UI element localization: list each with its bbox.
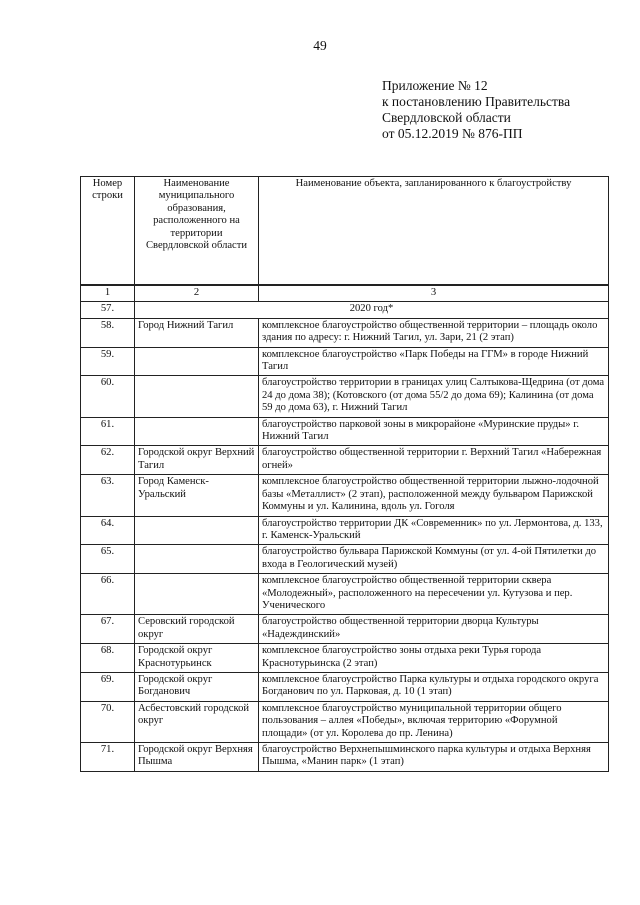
column-number: 2: [135, 285, 259, 302]
column-numbers-row: [81, 285, 609, 302]
municipality-cell: Городской округ Верхняя Пышма: [135, 743, 259, 772]
row-number: 64.: [81, 516, 135, 545]
header-row-number: Номер строки: [81, 177, 135, 286]
municipality-cell: [135, 545, 259, 574]
table-row: [81, 318, 609, 347]
row-number: 69.: [81, 672, 135, 701]
object-cell: комплексное благоустройство Парка культуры и отдыха городского округа Богданович по ул. Парковая, д. 10 (1 этап): [259, 672, 609, 701]
year-row: [81, 302, 609, 318]
municipality-cell: [135, 376, 259, 417]
column-number: 3: [259, 285, 609, 302]
row-number: 67.: [81, 615, 135, 644]
table-row: [81, 376, 609, 417]
municipality-cell: Городской округ Верхний Тагил: [135, 446, 259, 475]
table-row: [81, 743, 609, 772]
object-cell: комплексное благоустройство зоны отдыха реки Турья города Краснотурьинска (2 этап): [259, 644, 609, 673]
appendix-header: [382, 78, 570, 142]
row-number: 63.: [81, 475, 135, 516]
page-number: 49: [313, 38, 327, 53]
appendix-region: Свердловской области: [382, 110, 511, 125]
table-row: [81, 516, 609, 545]
municipality-cell: [135, 516, 259, 545]
header-object: Наименование объекта, запланированного к благоустройству: [259, 177, 609, 286]
table-row: [81, 672, 609, 701]
object-cell: комплексное благоустройство муниципальной территории общего пользования – аллея «Победы», включая территорию «Форумной площади» (от ул. Королева до пр. Ленина): [259, 701, 609, 742]
municipality-cell: Городской округ Краснотурьинск: [135, 644, 259, 673]
table-row: [81, 417, 609, 446]
row-number: 60.: [81, 376, 135, 417]
object-cell: комплексное благоустройство общественной территории лыжно-лодочной базы «Металлист» (2 этап), расположенной между бульваром Парижской Коммуны и ул. Калинина, вдоль ул. Гоголя: [259, 475, 609, 516]
appendix-reference: к постановлению Правительства: [382, 94, 571, 109]
table-row: [81, 446, 609, 475]
object-cell: комплексное благоустройство общественной территории – площадь около здания по адресу: г. Нижний Тагил, ул. Зари, 21 (2 этап): [259, 318, 609, 347]
row-number: 68.: [81, 644, 135, 673]
header-municipality: Наименование муниципального образования, расположенного на территории Свердловской области: [135, 177, 259, 286]
object-cell: благоустройство Верхнепышминского парка культуры и отдыха Верхняя Пышма, «Манин парк» (1 этап): [259, 743, 609, 772]
row-number: 58.: [81, 318, 135, 347]
row-number: 71.: [81, 743, 135, 772]
object-cell: благоустройство общественной территории г. Верхний Тагил «Набережная огней»: [259, 446, 609, 475]
table-row: [81, 644, 609, 673]
object-cell: комплексное благоустройство «Парк Победы на ГГМ» в городе Нижний Тагил: [259, 347, 609, 376]
municipality-cell: Асбестовский городской округ: [135, 701, 259, 742]
object-cell: благоустройство бульвара Парижской Коммуны (от ул. 4-ой Пятилетки до входа в Геологический музей): [259, 545, 609, 574]
municipality-cell: Город Нижний Тагил: [135, 318, 259, 347]
row-number: 62.: [81, 446, 135, 475]
municipality-cell: Город Каменск-Уральский: [135, 475, 259, 516]
object-cell: благоустройство парковой зоны в микрорайоне «Муринские пруды» г. Нижний Тагил: [259, 417, 609, 446]
appendix-date: от 05.12.2019 № 876-ПП: [382, 126, 523, 141]
municipality-cell: Серовский городской округ: [135, 615, 259, 644]
object-cell: комплексное благоустройство общественной территории сквера «Молодежный», расположенного на пересечении ул. Кутузова и пер. Ученического: [259, 574, 609, 615]
municipality-cell: [135, 574, 259, 615]
objects-table: [80, 176, 609, 772]
table-row: [81, 615, 609, 644]
appendix-title: Приложение № 12: [382, 78, 488, 93]
table-header-row: [81, 177, 609, 286]
table-row: [81, 347, 609, 376]
row-number: 59.: [81, 347, 135, 376]
row-number: 57.: [81, 302, 135, 318]
row-number: 65.: [81, 545, 135, 574]
municipality-cell: [135, 417, 259, 446]
table-row: [81, 545, 609, 574]
year-label: 2020 год*: [135, 302, 609, 318]
municipality-cell: Городской округ Богданович: [135, 672, 259, 701]
row-number: 70.: [81, 701, 135, 742]
table-row: [81, 475, 609, 516]
table-row: [81, 701, 609, 742]
object-cell: благоустройство общественной территории дворца Культуры «Надеждинский»: [259, 615, 609, 644]
object-cell: благоустройство территории ДК «Современник» по ул. Лермонтова, д. 133, г. Каменск-Уральский: [259, 516, 609, 545]
column-number: 1: [81, 285, 135, 302]
municipality-cell: [135, 347, 259, 376]
table-row: [81, 574, 609, 615]
row-number: 61.: [81, 417, 135, 446]
row-number: 66.: [81, 574, 135, 615]
object-cell: благоустройство территории в границах улиц Салтыкова-Щедрина (от дома 24 до дома 38); (Котовского (от дома 55/2 до дома 69); Калинина (от дома 59 до дома 63), г. Нижний Тагил: [259, 376, 609, 417]
